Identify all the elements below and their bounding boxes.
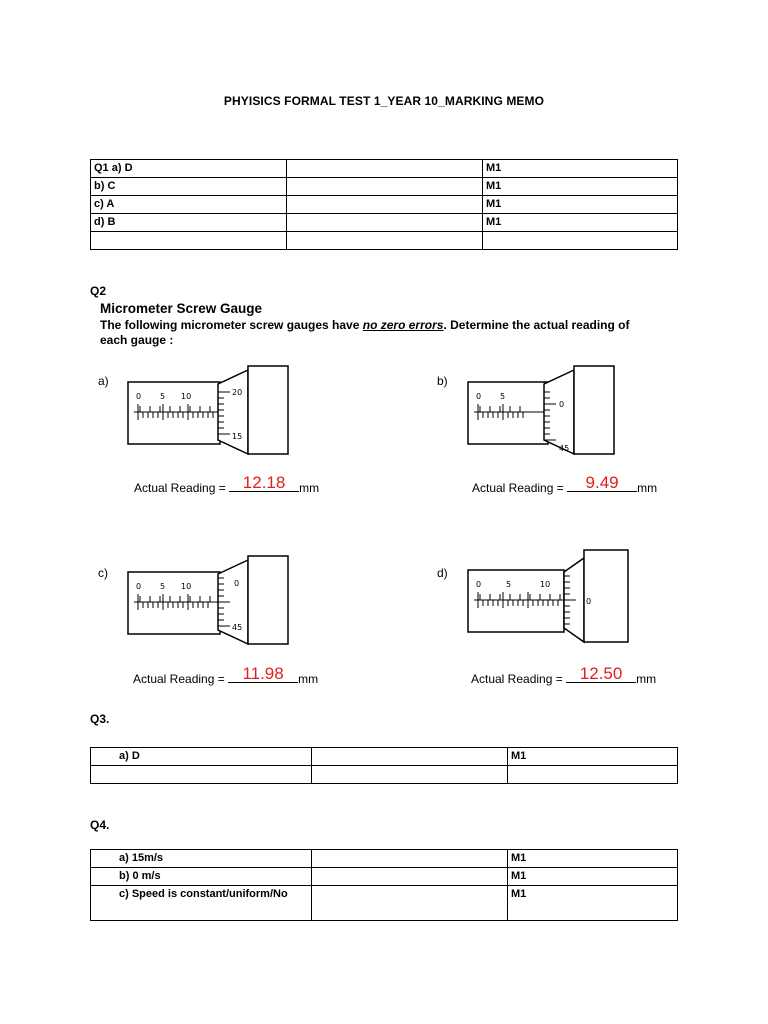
table-cell: d) B xyxy=(91,214,287,232)
ratchet xyxy=(584,550,628,642)
reading-label: Actual Reading = xyxy=(133,672,225,686)
sleeve-label: 10 xyxy=(181,582,192,591)
unit-label: mm xyxy=(298,672,319,686)
answer-blank xyxy=(229,473,299,492)
reading-a xyxy=(134,473,320,495)
thimble xyxy=(544,370,574,454)
instr-text: each gauge : xyxy=(100,333,174,347)
table-cell: M1 xyxy=(483,178,678,196)
instr-text: . Determine the actual reading of xyxy=(443,318,630,332)
sleeve-label: 5 xyxy=(506,580,512,589)
micrometer-a-diagram xyxy=(126,362,296,462)
thimble-label: 15 xyxy=(232,432,243,441)
section-heading: Micrometer Screw Gauge xyxy=(100,301,263,316)
table-cell: c) A xyxy=(91,196,287,214)
reading-d xyxy=(471,664,657,686)
table-cell xyxy=(312,850,508,868)
table-row xyxy=(91,232,678,250)
q3-table xyxy=(90,747,678,784)
answer-blank xyxy=(228,664,298,683)
q4-label: Q4. xyxy=(90,818,110,832)
unit-label: mm xyxy=(636,672,657,686)
table-cell xyxy=(312,886,508,921)
table-cell xyxy=(287,160,483,178)
frame xyxy=(128,572,220,634)
part-label: a) xyxy=(98,374,109,388)
table-cell xyxy=(508,766,678,784)
table-cell: M1 xyxy=(508,748,678,766)
instructions xyxy=(100,318,680,348)
table-cell: M1 xyxy=(508,868,678,886)
part-label: c) xyxy=(98,566,108,580)
page-title: PHYISICS FORMAL TEST 1_YEAR 10_MARKING MEMO xyxy=(223,94,545,108)
table-row xyxy=(91,850,678,868)
table-row xyxy=(91,196,678,214)
micrometer-d-diagram xyxy=(466,548,636,648)
reading-label: Actual Reading = xyxy=(472,481,564,495)
reading-label: Actual Reading = xyxy=(471,672,563,686)
q1-table xyxy=(90,159,678,250)
thimble xyxy=(218,370,248,454)
thimble-label: 20 xyxy=(232,388,243,397)
table-cell xyxy=(312,748,508,766)
sleeve-label: 0 xyxy=(476,580,482,589)
sleeve-label: 10 xyxy=(540,580,551,589)
table-row xyxy=(91,886,678,921)
unit-label: mm xyxy=(637,481,658,495)
thimble-label: 0 xyxy=(559,400,565,409)
table-row xyxy=(91,178,678,196)
instr-emphasis: no zero errors xyxy=(362,318,444,332)
table-cell: c) Speed is constant/uniform/No xyxy=(91,886,312,921)
table-cell: b) 0 m/s xyxy=(91,868,312,886)
part-label: d) xyxy=(437,566,448,580)
table-cell: a) 15m/s xyxy=(91,850,312,868)
micrometer-c-diagram xyxy=(126,552,296,652)
micrometer-b-diagram xyxy=(466,362,636,462)
table-cell xyxy=(312,868,508,886)
table-cell: M1 xyxy=(508,886,678,921)
sleeve-label: 0 xyxy=(136,582,142,591)
sleeve-label: 5 xyxy=(160,582,166,591)
reading-label: Actual Reading = xyxy=(134,481,226,495)
sleeve-label: 5 xyxy=(500,392,506,401)
table-cell xyxy=(91,766,312,784)
unit-label: mm xyxy=(299,481,320,495)
reading-b xyxy=(472,473,658,495)
sleeve-label: 0 xyxy=(476,392,482,401)
table-row xyxy=(91,766,678,784)
table-cell xyxy=(287,214,483,232)
q4-table xyxy=(90,849,678,921)
sleeve-label: 10 xyxy=(181,392,192,401)
answer-blank xyxy=(566,664,636,683)
table-cell: a) D xyxy=(91,748,312,766)
table-row xyxy=(91,868,678,886)
reading-c xyxy=(133,664,319,686)
ratchet xyxy=(248,556,288,644)
table-cell xyxy=(312,766,508,784)
answer-value: 9.49 xyxy=(585,473,619,492)
answer-blank xyxy=(567,473,637,492)
table-cell: M1 xyxy=(483,196,678,214)
thimble-label: 45 xyxy=(559,444,570,453)
table-cell xyxy=(91,232,287,250)
table-row xyxy=(91,214,678,232)
thimble-label: 0 xyxy=(586,597,592,606)
answer-value: 12.18 xyxy=(242,473,286,492)
thimble-label: 0 xyxy=(234,579,240,588)
table-cell xyxy=(287,178,483,196)
table-row xyxy=(91,160,678,178)
table-cell xyxy=(287,232,483,250)
frame xyxy=(128,382,220,444)
thimble-label: 45 xyxy=(232,623,243,632)
ratchet xyxy=(574,366,614,454)
part-label: b) xyxy=(437,374,448,388)
ratchet xyxy=(248,366,288,454)
sleeve-label: 0 xyxy=(136,392,142,401)
instr-text: The following micrometer screw gauges have xyxy=(100,318,363,332)
table-cell: M1 xyxy=(483,160,678,178)
table-cell xyxy=(483,232,678,250)
table-cell xyxy=(287,196,483,214)
table-cell: M1 xyxy=(508,850,678,868)
table-cell: Q1 a) D xyxy=(91,160,287,178)
q2-label: Q2 xyxy=(90,284,107,298)
answer-value: 11.98 xyxy=(242,664,284,683)
table-cell: b) C xyxy=(91,178,287,196)
table-cell: M1 xyxy=(483,214,678,232)
sleeve-label: 5 xyxy=(160,392,166,401)
table-row xyxy=(91,748,678,766)
q3-label: Q3. xyxy=(90,712,110,726)
answer-value: 12.50 xyxy=(579,664,623,683)
